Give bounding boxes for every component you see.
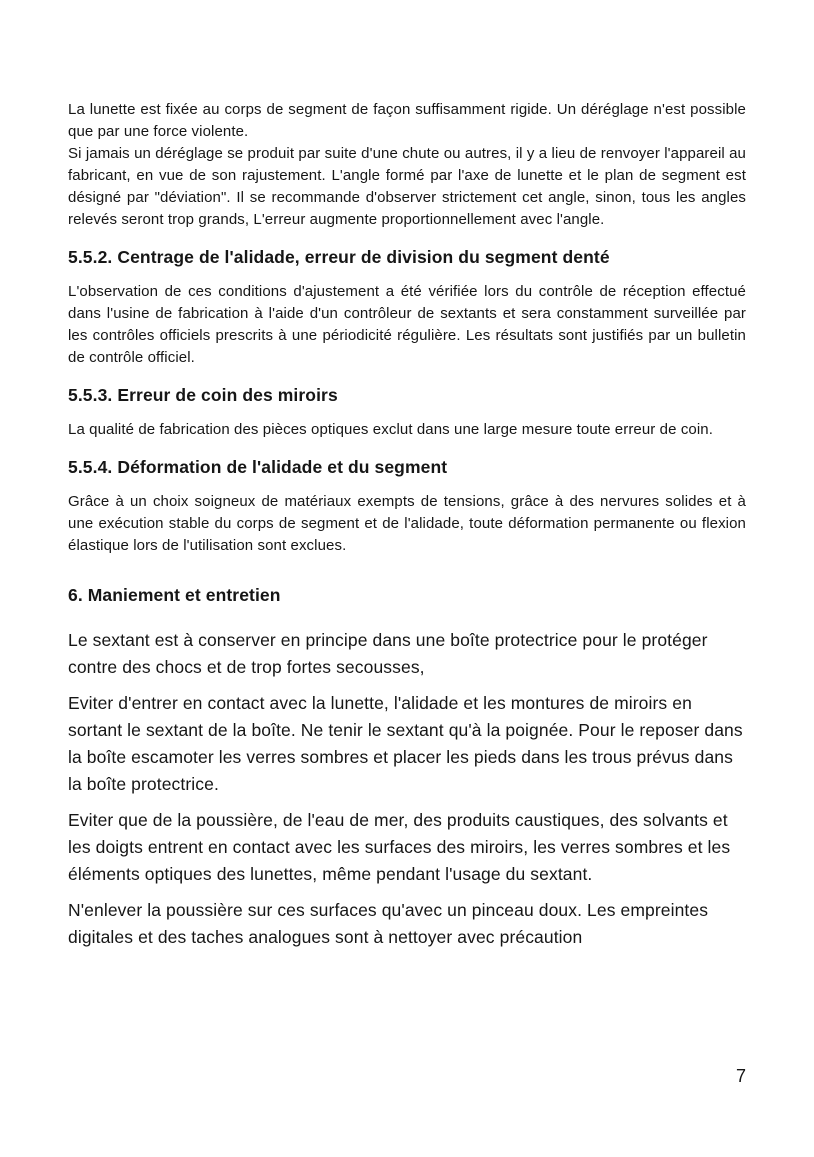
- paragraph-enlever-poussiere: N'enlever la poussière sur ces surfaces qu'avec un pinceau doux. Les empreintes digitales et des taches analogues sont à nettoyer avec précaution: [68, 900, 709, 947]
- paragraph-lunette-fixee: La lunette est fixée au corps de segment de façon suffisamment rigide. Un déréglage n'est possible que par une force violente.: [68, 101, 746, 140]
- section-heading-553: 5.5.3. Erreur de coin des miroirs: [68, 385, 338, 405]
- paragraph-dereglage: Si jamais un déréglage se produit par suite d'une chute ou autres, il y a lieu de renvoyer l'appareil au fabricant, en vue de son rajustement. L'angle formé par l'axe de lunette et le plan de segment est désigné par "déviation". Il se recommande d'observer strictement cet angle, sinon, tous les angles relevés seront trop grands, L'erreur augmente proportionnellement avec l'angle.: [68, 145, 746, 228]
- paragraph-eviter-contact: Eviter d'entrer en contact avec la lunette, l'alidade et les montures de miroirs en sortant le sextant de la boîte. Ne tenir le sextant qu'à la poignée. Pour le reposer dans la boîte escamoter les verres sombres et placer les pieds dans les trous prévus dans la boîte protectrice.: [68, 693, 743, 794]
- paragraph-qualite: La qualité de fabrication des pièces optiques exclut dans une large mesure toute erreur de coin.: [68, 421, 713, 438]
- paragraph-conserver: Le sextant est à conserver en principe dans une boîte protectrice pour le protéger contre des chocs et de trop fortes secousses,: [68, 630, 708, 677]
- page-number: 7: [735, 1066, 746, 1086]
- paragraph-eviter-poussiere: Eviter que de la poussière, de l'eau de mer, des produits caustiques, des solvants et les doigts entrent en contact avec les surfaces des miroirs, les verres sombres et les éléments optiques des lunettes, même pendant l'usage du sextant.: [68, 810, 731, 884]
- section-heading-552: 5.5.2. Centrage de l'alidade, erreur de division du segment denté: [68, 247, 610, 267]
- page-content: [68, 99, 746, 960]
- section-heading-554: 5.5.4. Déformation de l'alidade et du segment: [68, 457, 448, 477]
- paragraph-observation: L'observation de ces conditions d'ajustement a été vérifiée lors du contrôle de réception effectué dans l'usine de fabrication à l'aide d'un contrôleur de sextants et sera constamment surveillée par les contrôles officiels prescrits à une périodicité régulière. Les résultats sont justifiés par un bulletin de contrôle officiel.: [68, 283, 746, 366]
- paragraph-grace: Grâce à un choix soigneux de matériaux exempts de tensions, grâce à des nervures solides et à une exécution stable du corps de segment et de l'alidade, toute déformation permanente ou flexion élastique lors de l'utilisation sont exclues.: [68, 493, 746, 554]
- chapter-heading-6: 6. Maniement et entretien: [68, 585, 281, 605]
